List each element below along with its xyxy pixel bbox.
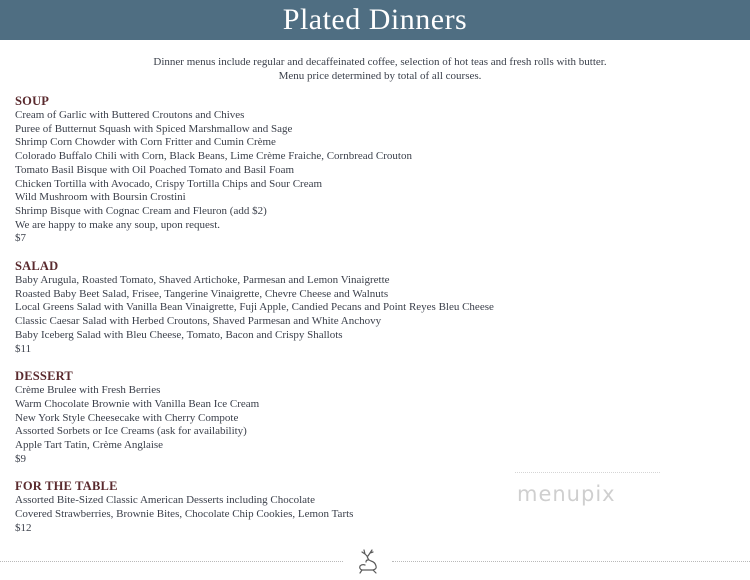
section-price: $12 <box>15 521 32 534</box>
section-title: SOUP <box>15 94 50 108</box>
section-title: DESSERT <box>15 369 73 384</box>
deer-icon <box>353 547 383 577</box>
section-salad <box>15 259 715 356</box>
intro-line-2: Menu price determined by total of all courses. <box>278 70 482 82</box>
intro-line-1: Dinner menus include regular and decaffeinated coffee, selection of hot teas and fresh rolls with butter. <box>153 56 607 68</box>
menu-item: We are happy to make any soup, upon request. <box>15 218 220 231</box>
section-title: FOR THE TABLE <box>15 479 118 494</box>
watermark-text: menupix <box>517 482 616 506</box>
menu-item: Crème Brulee with Fresh Berries <box>15 384 161 397</box>
section-price: $7 <box>15 232 26 245</box>
page-title: Plated Dinners <box>282 3 468 36</box>
menu-item: Tomato Basil Bisque with Oil Poached Tomato and Basil Foam <box>15 163 295 176</box>
menu-item: Colorado Buffalo Chili with Corn, Black Beans, Lime Crème Fraiche, Cornbread Crouton <box>15 150 412 163</box>
section-dessert <box>15 369 715 466</box>
menu-item: Assorted Sorbets or Ice Creams (ask for availability) <box>15 425 247 438</box>
menu-item: Covered Strawberries, Brownie Bites, Chocolate Chip Cookies, Lemon Tarts <box>15 508 354 521</box>
footer-divider-left <box>0 561 343 562</box>
watermark-divider <box>515 472 660 473</box>
menu-item: Chicken Tortilla with Avocado, Crispy Tortilla Chips and Sour Cream <box>15 177 323 190</box>
intro-text <box>0 55 750 83</box>
menu-item: Local Greens Salad with Vanilla Bean Vinaigrette, Fuji Apple, Candied Pecans and Point Reyes Bleu Cheese <box>15 301 494 314</box>
menu-item: Shrimp Bisque with Cognac Cream and Fleuron (add $2) <box>15 204 267 217</box>
section-title: SALAD <box>15 259 59 274</box>
menu-item: Shrimp Corn Chowder with Corn Fritter and Cumin Crème <box>15 136 276 149</box>
section-price: $11 <box>15 342 32 355</box>
menu-item: Cream of Garlic with Buttered Croutons and Chives <box>15 109 245 121</box>
menu-item: Apple Tart Tatin, Crème Anglaise <box>15 439 164 452</box>
title-banner <box>0 0 750 40</box>
menu-item: Puree of Butternut Squash with Spiced Marshmallow and Sage <box>15 122 293 135</box>
menu-item: Baby Iceberg Salad with Bleu Cheese, Tomato, Bacon and Crispy Shallots <box>15 328 343 341</box>
footer-divider-right <box>392 561 750 562</box>
menu-item: Assorted Bite-Sized Classic American Desserts including Chocolate <box>15 494 315 507</box>
menu-item: Classic Caesar Salad with Herbed Croutons, Shaved Parmesan and White Anchovy <box>15 315 382 328</box>
section-price: $9 <box>15 452 26 465</box>
menu-item: New York Style Cheesecake with Cherry Compote <box>15 411 239 424</box>
menu-item: Wild Mushroom with Boursin Crostini <box>15 191 186 204</box>
section-soup <box>15 94 715 246</box>
menupix-watermark <box>515 472 665 522</box>
menu-item: Warm Chocolate Brownie with Vanilla Bean Ice Cream <box>15 397 260 410</box>
menu-item: Baby Arugula, Roasted Tomato, Shaved Artichoke, Parmesan and Lemon Vinaigrette <box>15 274 390 287</box>
menu-item: Roasted Baby Beet Salad, Frisee, Tangerine Vinaigrette, Chevre Cheese and Walnuts <box>15 287 389 300</box>
